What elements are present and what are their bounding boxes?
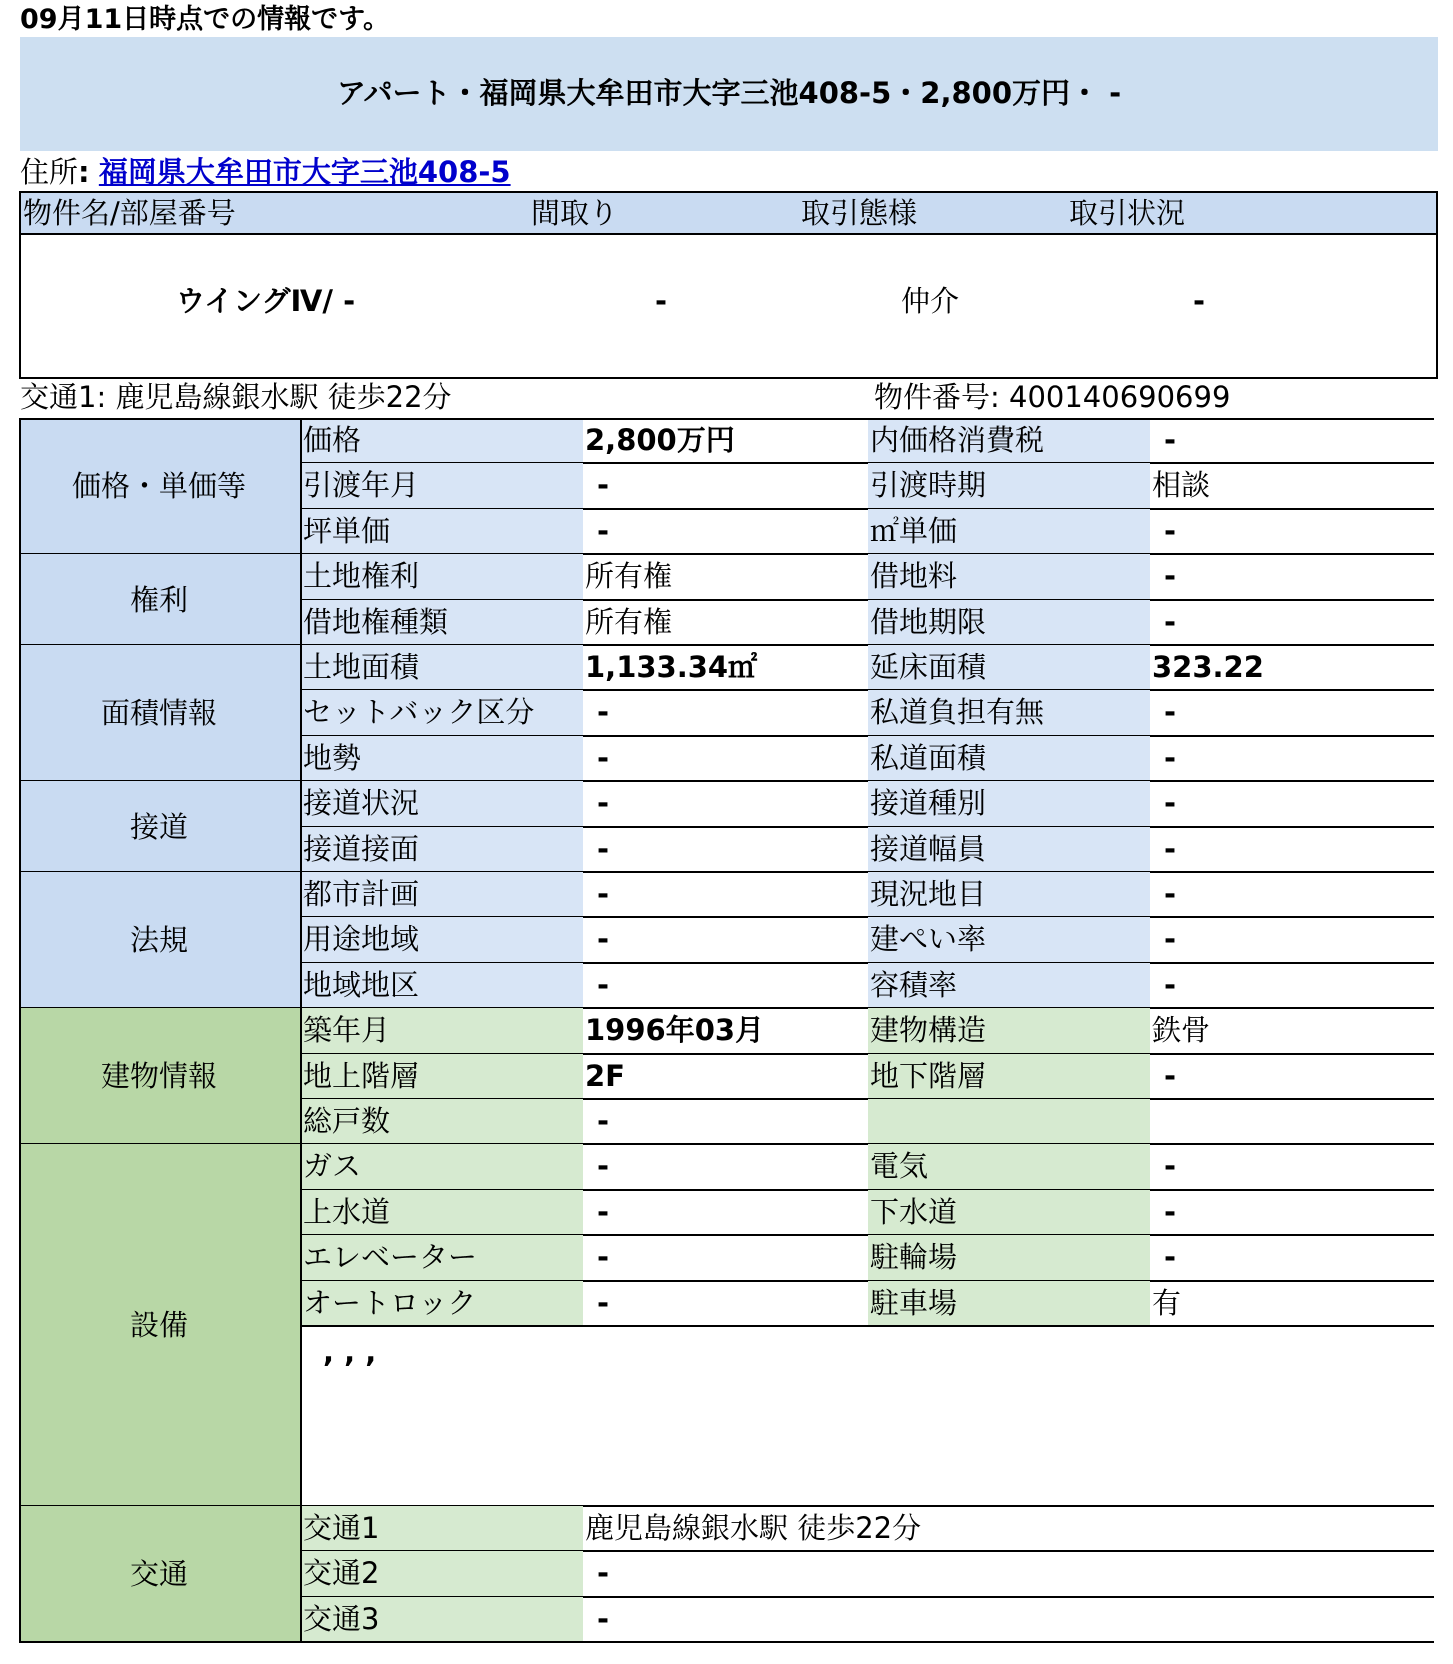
table-left-border: [19, 418, 21, 1642]
header-transaction-type: 取引態様: [801, 196, 918, 230]
field-value: 鹿児島線銀水駅 徒歩22分: [585, 1511, 922, 1545]
field-label: 土地面積: [303, 650, 420, 684]
field-value: 1,133.34㎡: [585, 650, 758, 684]
table-top-border: [19, 418, 1434, 420]
field-label: 駐輪場: [870, 1240, 958, 1275]
field-label: 交通3: [303, 1601, 380, 1636]
header-layout: 間取り: [531, 196, 619, 230]
field-value: -: [1164, 1194, 1177, 1229]
property-number: 物件番号: 400140690699: [874, 380, 1231, 414]
field-value: -: [597, 1285, 610, 1320]
field-label: 借地料: [870, 559, 958, 594]
field-value: 2F: [585, 1058, 625, 1093]
field-label: 私道負担有無: [870, 695, 1045, 730]
property-table-header: [21, 193, 1436, 235]
field-value: -: [1164, 513, 1177, 548]
field-label: 築年月: [303, 1013, 391, 1048]
field-value: -: [597, 967, 610, 1002]
field-value: -: [1164, 1058, 1177, 1093]
field-label: 引渡時期: [870, 468, 987, 503]
banner-title: アパート・福岡県大牟田市大字三池408-5・2,800万円・ -: [336, 76, 1122, 110]
field-value: -: [1164, 877, 1177, 911]
header-transaction-status: 取引状況: [1069, 196, 1186, 230]
table-inner-border: [300, 418, 302, 1642]
field-label: 土地権利: [303, 559, 420, 594]
field-label: 地上階層: [303, 1058, 420, 1093]
field-label: 借地権種類: [303, 604, 449, 639]
field-value: -: [597, 1556, 610, 1591]
address-label: 住所: [20, 155, 79, 189]
field-value: 鉄骨: [1152, 1013, 1211, 1048]
field-label: 電気: [870, 1149, 929, 1184]
transaction-status-value: -: [1193, 284, 1206, 318]
field-label: 現況地目: [870, 877, 987, 911]
field-label: 私道面積: [870, 740, 987, 775]
field-label: 借地期限: [870, 604, 987, 639]
field-label: ㎡単価: [870, 513, 958, 548]
field-value: -: [597, 468, 610, 503]
field-value: -: [597, 740, 610, 775]
field-value: -: [597, 1194, 610, 1229]
property-name-value: ウイングⅣ/ -: [176, 284, 356, 318]
field-value: -: [1164, 604, 1177, 639]
section-divider: [19, 1641, 1434, 1643]
details-table: [19, 418, 1434, 1652]
field-label: 内価格消費税: [870, 423, 1045, 457]
field-value: -: [1164, 559, 1177, 594]
field-label: 交通1: [303, 1511, 380, 1545]
transaction-type-value: 仲介: [901, 284, 960, 318]
field-value: -: [1164, 1240, 1177, 1275]
field-value: -: [597, 831, 610, 866]
section-title: 価格・単価等: [71, 469, 246, 504]
field-label: 下水道: [870, 1194, 958, 1229]
field-value: -: [597, 922, 610, 957]
field-value: -: [1164, 922, 1177, 957]
field-label: オートロック: [303, 1285, 477, 1320]
section-title: 法規: [129, 923, 188, 958]
field-value: 323.22: [1152, 650, 1264, 684]
section-title: 権利: [129, 582, 188, 617]
field-label: 駐車場: [870, 1285, 958, 1320]
section-title: 交通: [129, 1557, 188, 1592]
field-label: 延床面積: [870, 650, 987, 684]
field-label: 価格: [303, 423, 362, 457]
field-label: 引渡年月: [303, 468, 420, 503]
section-title: 面積情報: [100, 696, 217, 731]
field-value: 2,800万円: [585, 423, 735, 457]
field-value: -: [1164, 967, 1177, 1002]
address-colon: :: [78, 155, 90, 189]
field-value: -: [597, 513, 610, 548]
field-value: -: [1164, 740, 1177, 775]
field-value: -: [597, 786, 610, 821]
header-property-name: 物件名/部屋番号: [23, 196, 236, 230]
field-label: ガス: [303, 1149, 362, 1184]
field-label: 接道種別: [870, 786, 987, 821]
date-note: 09月11日時点での情報です。: [20, 4, 390, 35]
field-value: 所有権: [585, 604, 673, 639]
field-label: 建物構造: [870, 1013, 987, 1048]
field-value: -: [1164, 423, 1177, 457]
field-label: 交通2: [303, 1556, 380, 1591]
field-label: 上水道: [303, 1194, 391, 1229]
field-value: 1996年03月: [585, 1013, 765, 1048]
address-line: [20, 153, 511, 191]
section-title: 建物情報: [100, 1059, 217, 1094]
transport-summary: 交通1: 鹿児島線銀水駅 徒歩22分: [20, 380, 452, 414]
field-value: -: [1164, 831, 1177, 866]
section-title: 設備: [129, 1308, 188, 1343]
field-label: 地勢: [303, 740, 362, 775]
equipment-notes: , , ,: [323, 1335, 377, 1369]
field-value: 相談: [1152, 468, 1211, 503]
field-label: 接道状況: [303, 786, 420, 821]
field-value: -: [597, 1240, 610, 1275]
field-label: 接道幅員: [870, 831, 987, 866]
field-label: エレベーター: [303, 1240, 478, 1275]
field-label: 総戸数: [303, 1104, 391, 1138]
field-label: 容積率: [870, 967, 958, 1002]
field-value: -: [1164, 786, 1177, 821]
field-label: 接道接面: [303, 831, 420, 866]
field-label: 地下階層: [870, 1058, 987, 1093]
field-value: 有: [1152, 1285, 1182, 1320]
field-label: 都市計画: [303, 877, 420, 911]
field-value: -: [597, 1104, 610, 1138]
field-label: 用途地域: [303, 922, 420, 957]
field-value: -: [1164, 1149, 1177, 1184]
field-value: -: [597, 877, 610, 911]
field-value: -: [597, 1601, 610, 1636]
layout-value: -: [655, 284, 668, 318]
label-cell: [868, 1099, 1150, 1144]
field-value: -: [597, 1149, 610, 1184]
field-label: 地域地区: [303, 967, 420, 1002]
section-title: 接道: [129, 809, 188, 844]
field-value: -: [1164, 695, 1177, 730]
field-label: 坪単価: [303, 513, 391, 548]
field-label: セットバック区分: [303, 695, 535, 730]
field-value: -: [597, 695, 610, 730]
row-divider: [301, 1325, 1434, 1327]
address-link[interactable]: 福岡県大牟田市大字三池408-5: [98, 155, 511, 189]
property-table: [19, 191, 1438, 379]
field-value: 所有権: [585, 559, 673, 594]
field-label: 建ぺい率: [870, 922, 987, 957]
